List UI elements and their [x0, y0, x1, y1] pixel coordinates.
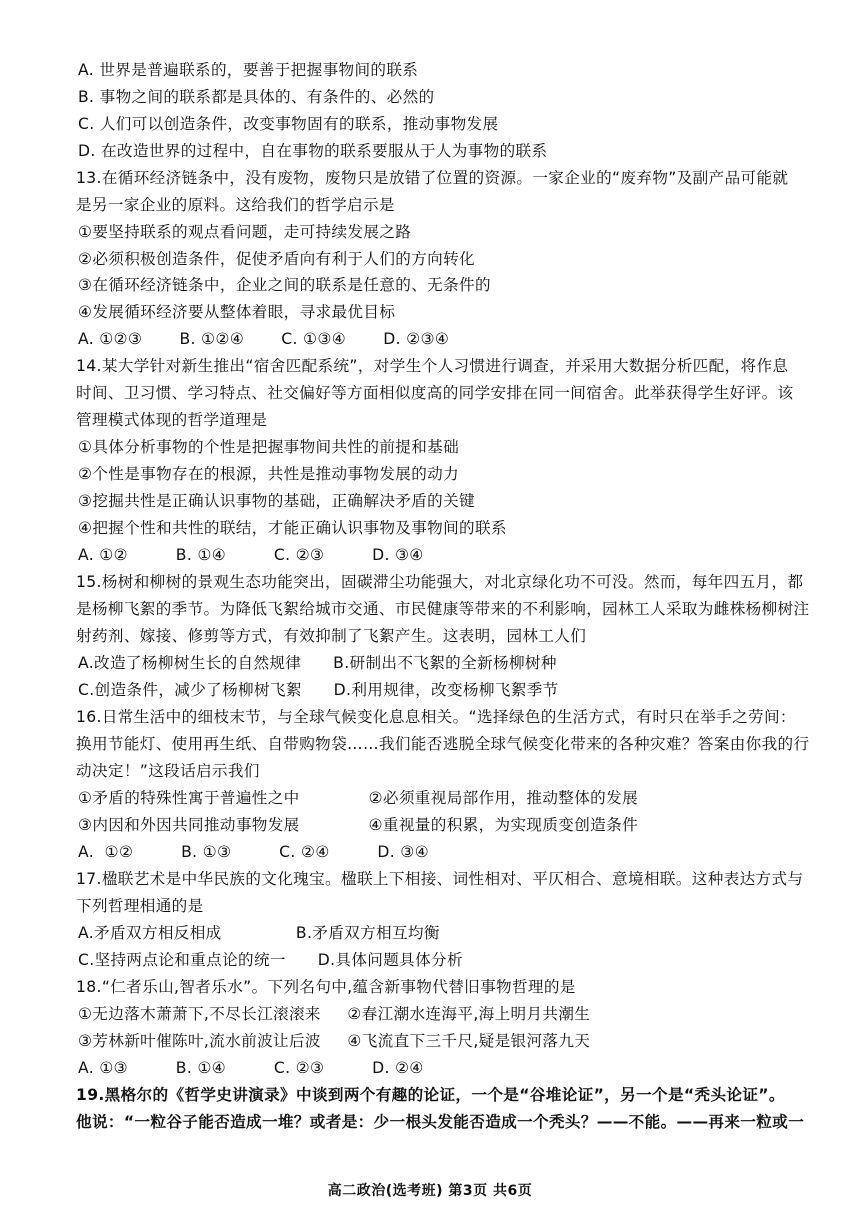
statement-line: ③在循环经济链条中，企业之间的联系是任意的、无条件的: [78, 276, 491, 294]
question-13-stem: 是另一家企业的原料。这给我们的哲学启示是: [76, 196, 395, 214]
statement-line: ③内因和外因共同推动事物发展 ④重视量的积累，为实现质变创造条件: [78, 816, 639, 834]
question-16-stem: 动决定！”这段话启示我们: [76, 762, 260, 780]
question-15-stem: 射药剂、嫁接、修剪等方式，有效抑制了飞絮产生。这表明，园林工人们: [76, 627, 587, 645]
answer-options: A. ①② B. ①④ C. ②③ D. ③④: [78, 546, 424, 564]
answer-options: A. ①② B. ①③ C. ②④ D. ③④: [78, 843, 430, 861]
question-17-stem: 17.楹联艺术是中华民族的文化瑰宝。楹联上下相接、词性相对、平仄相合、意境相联。这种表达方式与: [76, 870, 804, 888]
answer-options: C.坚持两点论和重点论的统一 D.具体问题具体分析: [78, 951, 463, 969]
question-14-stem: 时间、卫习惯、学习特点、社交偏好等方面相似度高的同学安排在同一间宿舍。此举获得学生好评。该: [76, 384, 794, 402]
answer-options: A. ①②③ B. ①②④ C. ①③④ D. ②③④: [78, 330, 450, 348]
option-line: B. 事物之间的联系都是具体的、有条件的、必然的: [78, 88, 435, 106]
question-18-stem: 18.“仁者乐山,智者乐水”。下列名句中,蕴含新事物代替旧事物哲理的是: [76, 978, 576, 996]
question-15-stem: 15.杨树和柳树的景观生态功能突出，固碳滞尘功能强大，对北京绿化功不可没。然而，每年四五月，都: [76, 573, 804, 591]
statement-line: ③芳林新叶催陈叶,流水前波让后波 ④飞流直下三千尺,疑是银河落九天: [78, 1032, 591, 1050]
answer-options: A.矛盾双方相反相成 B.矛盾双方相互均衡: [78, 924, 440, 942]
page-footer: 高二政治(选考班) 第3页 共6页: [327, 1183, 533, 1199]
statement-line: ①无边落木萧萧下,不尽长江滚滚来 ②春江潮水连海平,海上明月共潮生: [78, 1005, 591, 1023]
question-14-stem: 管理模式体现的哲学道理是: [76, 411, 268, 429]
statement-line: ②必须积极创造条件，促使矛盾向有利于人们的方向转化: [78, 250, 475, 268]
question-19-stem: 他说：“一粒谷子能否造成一堆？或者是：少一根头发能否造成一个秃头？——不能。——再来一粒或一: [76, 1113, 805, 1131]
question-17-stem: 下列哲理相通的是: [76, 897, 204, 915]
answer-options: A.改造了杨柳树生长的自然规律 B.研制出不飞絮的全新杨柳树种: [78, 654, 557, 672]
question-14-stem: 14.某大学针对新生推出“宿舍匹配系统”，对学生个人习惯进行调查，并采用大数据分析匹配，将作息: [76, 357, 789, 375]
statement-line: ④把握个性和共性的联结，才能正确认识事物及事物间的联系: [78, 519, 507, 537]
answer-options: C.创造条件，减少了杨柳树飞絮 D.利用规律，改变杨柳飞絮季节: [78, 681, 559, 699]
answer-options: A. ①③ B. ①④ C. ②③ D. ②④: [78, 1059, 424, 1077]
question-16-stem: 16.日常生活中的细枝末节，与全球气候变化息息相关。“选择绿色的生活方式，有时只在举手之劳间：: [76, 708, 796, 726]
statement-line: ①矛盾的特殊性寓于普遍性之中 ②必须重视局部作用，推动整体的发展: [78, 789, 639, 807]
question-19-stem: 19.黑格尔的《哲学史讲演录》中谈到两个有趣的论证，一个是“谷堆论证”，另一个是“秃头论证”。: [76, 1086, 785, 1104]
question-15-stem: 是杨柳飞絮的季节。为降低飞絮给城市交通、市民健康等带来的不利影响，园林工人采取为雌株杨柳树注: [76, 600, 810, 618]
question-13-stem: 13.在循环经济链条中，没有废物，废物只是放错了位置的资源。一家企业的“废弃物”及副产品可能就: [76, 169, 789, 187]
statement-line: ②个性是事物存在的根源，共性是推动事物发展的动力: [78, 465, 460, 483]
option-line: C. 人们可以创造条件，改变事物固有的联系，推动事物发展: [78, 115, 499, 133]
statement-line: ③挖掘共性是正确认识事物的基础，正确解决矛盾的关键: [78, 492, 475, 510]
question-16-stem: 换用节能灯、使用再生纸、自带购物袋……我们能否逃脱全球气候变化带来的各种灾难？答案由你我的行: [76, 735, 810, 753]
option-line: A. 世界是普遍联系的，要善于把握事物间的联系: [78, 61, 419, 79]
statement-line: ①具体分析事物的个性是把握事物间共性的前提和基础: [78, 438, 460, 456]
statement-line: ④发展循环经济要从整体着眼，寻求最优目标: [78, 303, 396, 321]
statement-line: ①要坚持联系的观点看问题，走可持续发展之路: [78, 223, 412, 241]
option-line: D. 在改造世界的过程中，自在事物的联系要服从于人为事物的联系: [78, 142, 548, 160]
